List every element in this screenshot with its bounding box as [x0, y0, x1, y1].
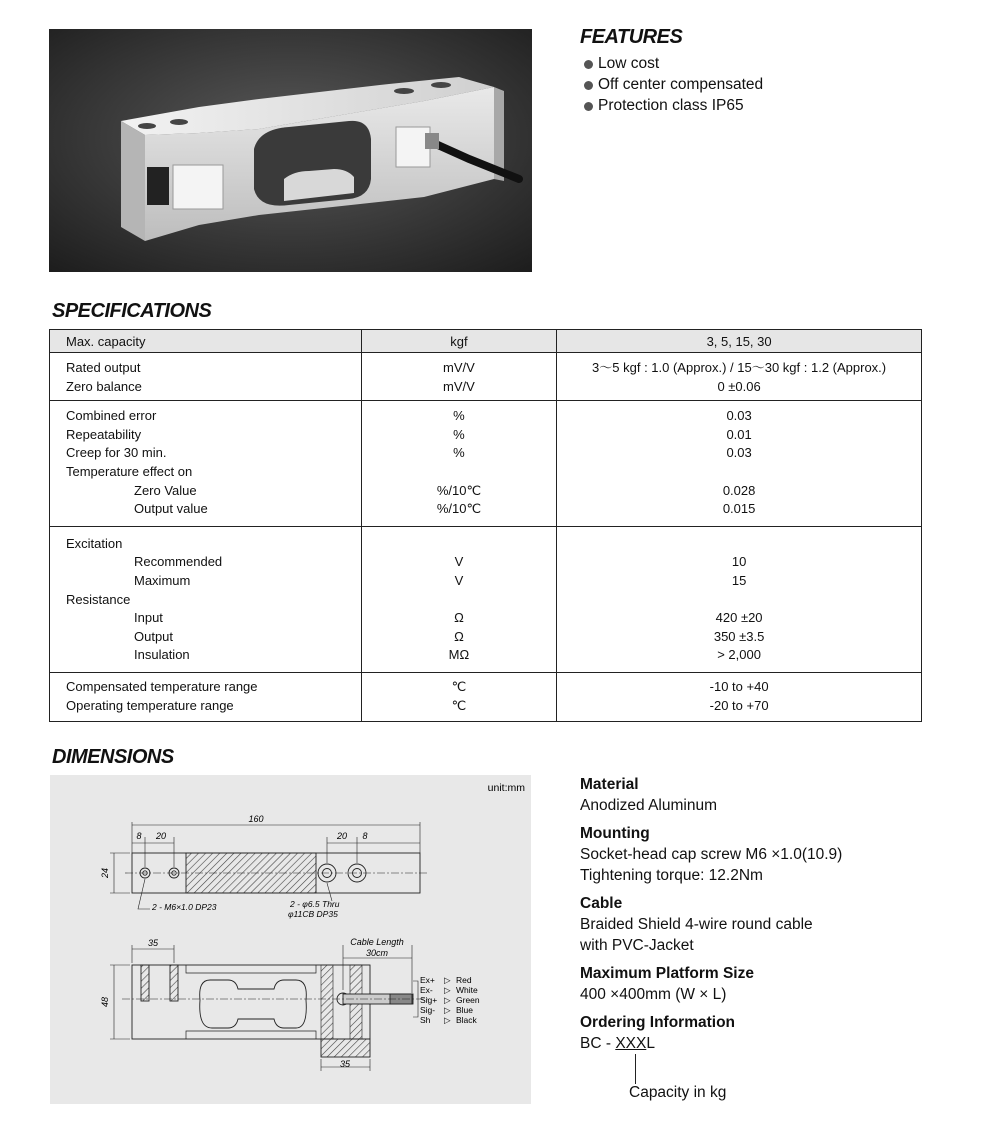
bullet-icon: [584, 60, 593, 69]
dim-right-a: 20: [336, 831, 348, 841]
table-cell: V: [454, 572, 464, 588]
table-cell: [362, 463, 557, 482]
table-header-row: [50, 330, 922, 353]
table-cell: ℃: [451, 697, 467, 713]
material-value: Anodized Aluminum: [580, 797, 717, 814]
table-cell: Zero balance: [66, 378, 142, 394]
table-cell: Maximum: [134, 572, 191, 588]
arrow-icon: ▷: [444, 995, 451, 1005]
table-cell: Rated output: [66, 360, 141, 375]
table-cell: 0.01: [726, 426, 752, 442]
hole-left-label: 2 - M6×1.0 DP23: [152, 902, 217, 912]
table-cell: 0.03: [726, 408, 752, 424]
platform-label: Maximum Platform Size: [580, 965, 754, 982]
wire-color: Red: [456, 975, 472, 985]
feature-item: Protection class IP65: [580, 95, 763, 116]
table-cell: Recommended: [134, 554, 223, 570]
dimensions-title: DIMENSIONS: [52, 746, 174, 768]
table-cell: %: [453, 445, 465, 461]
table-cell: %/10℃: [436, 501, 482, 517]
table-cell: Input: [134, 610, 163, 626]
table-cell: -10 to +40: [709, 678, 769, 694]
wire-signal: Ex-: [420, 985, 433, 995]
feature-item: Low cost: [580, 53, 763, 74]
table-cell: Output value: [134, 501, 208, 517]
material-label: Material: [580, 776, 639, 793]
mounting-torque: Tightening torque: 12.2Nm: [580, 867, 763, 884]
wire-signal: Ex+: [420, 975, 435, 985]
spec-group-temperature: [50, 672, 922, 721]
table-cell: -20 to +70: [709, 697, 769, 713]
table-cell: 15: [731, 572, 747, 588]
table-cell: 0 ±0.06: [717, 378, 761, 394]
capacity-code: XXX: [615, 1035, 647, 1052]
table-cell: V: [454, 554, 464, 570]
bullet-icon: [584, 81, 593, 90]
arrow-icon: ▷: [444, 1015, 451, 1025]
wire-color: Green: [456, 995, 480, 1005]
dim-height: 24: [100, 867, 110, 879]
table-cell: [557, 535, 921, 554]
dimensions-drawing: [50, 775, 531, 1104]
features-list: [580, 53, 763, 116]
hole-right-label-2: φ11CB DP35: [288, 909, 338, 919]
table-cell: Repeatability: [66, 426, 142, 442]
specifications-title: SPECIFICATIONS: [52, 300, 212, 322]
header-unit: kgf: [361, 330, 557, 353]
dim-side-left: 35: [147, 938, 159, 948]
table-cell: Combined error: [66, 408, 157, 424]
dim-left-a: 8: [136, 831, 142, 841]
wire-signal: Sig-: [420, 1005, 436, 1015]
dim-side-bottom: 35: [339, 1059, 351, 1069]
dim-length: 160: [248, 814, 264, 824]
table-cell: Temperature effect on: [66, 463, 193, 479]
table-cell: ℃: [451, 678, 467, 694]
table-cell: Zero Value: [134, 482, 197, 498]
details-section: [580, 775, 980, 1103]
table-cell: 420 ±20: [715, 610, 763, 626]
table-cell: 3～5 kgf : 1.0 (Approx.) / 15～30 kgf : 1.2 (Approx.): [592, 360, 887, 375]
cable-value: Braided Shield 4-wire round cable: [580, 916, 813, 933]
mounting-label: Mounting: [580, 825, 650, 842]
mounting-value: Socket-head cap screw M6 ×1.0(10.9): [580, 846, 843, 863]
spec-group-accuracy: [50, 401, 922, 527]
arrow-icon: ▷: [444, 1005, 451, 1015]
table-cell: Insulation: [134, 647, 190, 663]
side-view: [110, 945, 430, 1071]
table-cell: [557, 463, 921, 482]
drawing-svg: [50, 775, 531, 1104]
feature-item: Off center compensated: [580, 74, 763, 95]
cable-jacket: with PVC-Jacket: [580, 937, 694, 954]
specifications-table: [49, 329, 922, 722]
table-cell: 0.028: [722, 482, 756, 498]
platform-value: 400 ×400mm (W × L): [580, 986, 727, 1003]
product-photo: [49, 29, 532, 272]
table-cell: mV/V: [443, 360, 475, 375]
table-cell: [557, 591, 921, 610]
bullet-icon: [584, 102, 593, 111]
table-cell: mV/V: [443, 378, 475, 394]
wire-signal: Sig+: [420, 995, 438, 1005]
dim-left-b: 20: [155, 831, 167, 841]
table-cell: Ω: [454, 610, 464, 626]
dim-right-b: 8: [362, 831, 368, 841]
table-cell: Excitation: [66, 535, 123, 551]
ordering-code: BC - XXXL: [580, 1033, 980, 1054]
table-cell: MΩ: [448, 647, 470, 663]
table-cell: [362, 591, 557, 610]
features-section: [580, 26, 763, 116]
table-cell: [362, 535, 557, 554]
header-value: 3, 5, 15, 30: [557, 330, 922, 353]
table-cell: 0.015: [722, 501, 756, 517]
table-cell: %/10℃: [436, 482, 482, 498]
spec-group-output: [50, 353, 922, 401]
unit-label: unit:mm: [487, 782, 525, 794]
header-param: Max. capacity: [50, 330, 362, 353]
table-cell: Ω: [454, 628, 464, 644]
table-cell: %: [453, 426, 465, 442]
spec-group-electrical: [50, 526, 922, 672]
ordering-label: Ordering Information: [580, 1014, 735, 1031]
wire-color: Black: [456, 1015, 477, 1025]
table-cell: Operating temperature range: [66, 697, 234, 713]
cable-dim: 30cm: [365, 948, 389, 958]
hole-right-label-1: 2 - φ6.5 Thru: [290, 899, 340, 909]
arrow-icon: ▷: [444, 975, 451, 985]
table-cell: 0.03: [726, 445, 752, 461]
table-cell: %: [453, 408, 465, 424]
ordering-note: Capacity in kg: [629, 1084, 727, 1101]
table-cell: Creep for 30 min.: [66, 445, 167, 461]
features-title: FEATURES: [580, 26, 683, 48]
wire-color: White: [456, 985, 478, 995]
table-cell: Compensated temperature range: [66, 678, 258, 694]
dim-side-height: 48: [100, 996, 110, 1008]
load-cell-image: [49, 29, 532, 272]
table-cell: Output: [134, 628, 174, 644]
table-cell: Resistance: [66, 591, 131, 607]
wiring-legend: [420, 975, 480, 1025]
arrow-icon: ▷: [444, 985, 451, 995]
cable-length-label: Cable Length: [350, 937, 404, 947]
table-cell: 350 ±3.5: [713, 628, 765, 644]
callout-line: [635, 1054, 636, 1084]
wire-color: Blue: [456, 1005, 474, 1015]
wire-signal: Sh: [420, 1015, 431, 1025]
table-cell: 10: [731, 554, 747, 570]
cable-label: Cable: [580, 895, 623, 912]
table-cell: > 2,000: [717, 647, 761, 663]
